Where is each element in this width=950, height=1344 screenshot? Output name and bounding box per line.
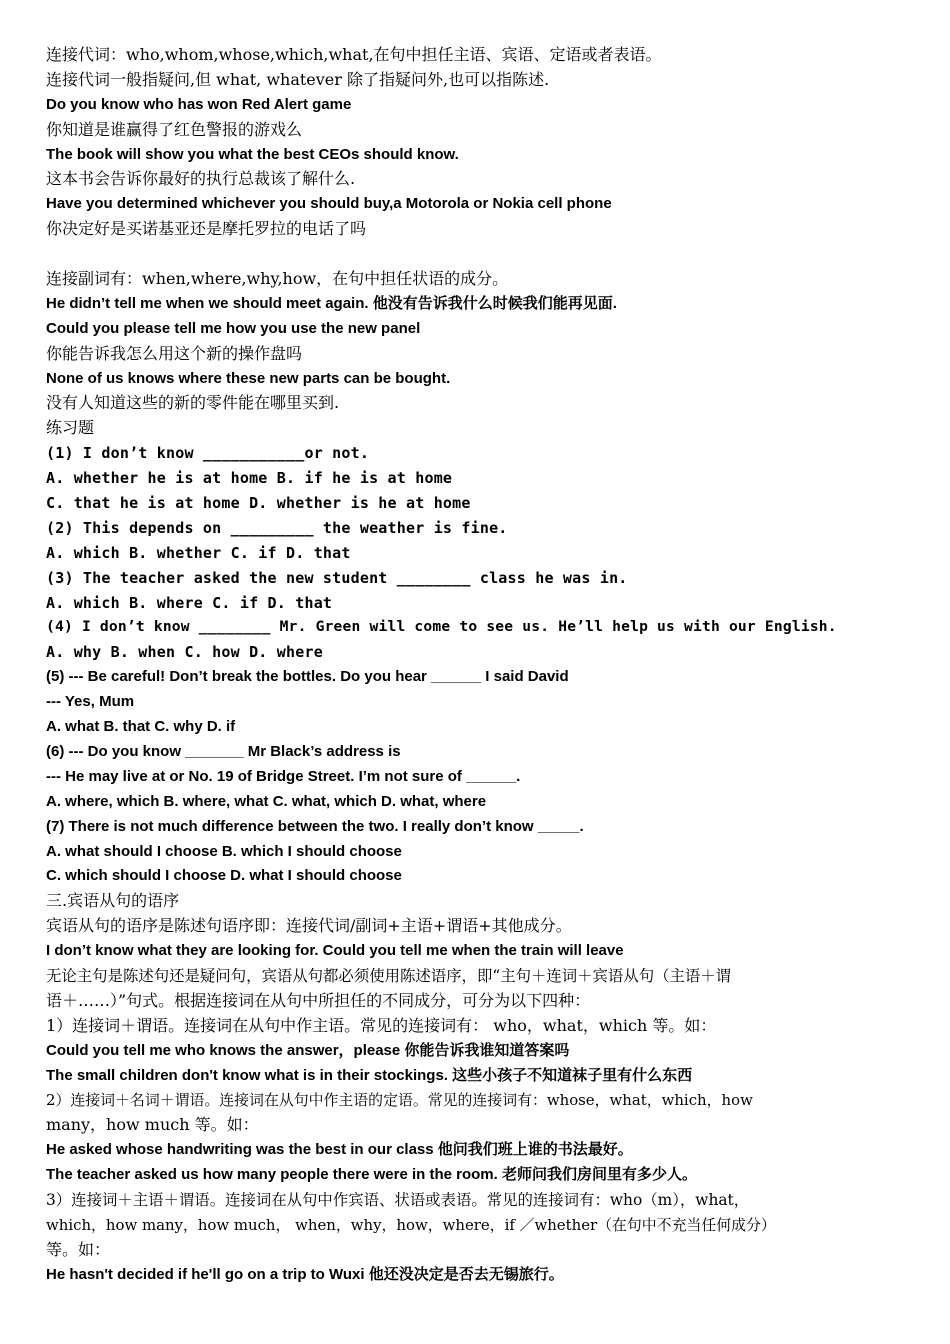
exercise-question: (4) I don’t know ________ Mr. Green will come to see us. He’ll help us with our English. — [46, 618, 837, 636]
text-line: many，how much 等。如： — [46, 1115, 259, 1135]
translation-line: 这本书会告诉你最好的执行总裁该了解什么. — [46, 169, 356, 189]
text-line: 连接代词：who,whom,whose,which,what,在句中担任主语、宾语、定语或者表语。 — [46, 45, 662, 64]
text-line: 无论主句是陈述句还是疑问句，宾语从句都必须使用陈述语序，即“主句＋连词＋宾语从句（主语＋谓 — [46, 966, 732, 985]
document-body — [46, 43, 914, 1288]
example-sentence: The small children don't know what is in their stockings. 这些小孩子不知道袜子里有什么东西 — [46, 1066, 693, 1084]
example-sentence: I don’t know what they are looking for. Could you tell me when the train will leave — [46, 942, 624, 960]
exercise-options: A. why B. when C. how D. where — [46, 643, 323, 662]
exercise-options: A. what should I choose B. which I should choose — [46, 842, 402, 860]
example-sentence: He didn’t tell me when we should meet again. 他没有告诉我什么时候我们能再见面. — [46, 294, 617, 312]
example-sentence: Do you know who has won Red Alert game — [46, 95, 352, 113]
blank-line — [46, 242, 914, 267]
exercise-question: (6) --- Do you know _______ Mr Black’s address is — [46, 742, 401, 760]
example-sentence: He hasn't decided if he'll go on a trip to Wuxi 他还没决定是否去无锡旅行。 — [46, 1265, 564, 1283]
translation-line: 你能告诉我怎么用这个新的操作盘吗 — [46, 343, 303, 363]
exercise-options: C. that he is at home D. whether is he at home — [46, 494, 471, 513]
exercise-heading: 练习题 — [46, 418, 95, 438]
text-line: which，how many，how much， when，why，how，where，if ／whether（在句中不充当任何成分） — [46, 1215, 776, 1234]
text-line: 连接代词一般指疑问,但 what, whatever 除了指疑问外,也可以指陈述. — [46, 69, 550, 89]
exercise-options: A. which B. whether C. if D. that — [46, 543, 351, 562]
text-line: 3）连接词＋主语＋谓语。连接词在从句中作宾语、状语或表语。常见的连接词有：who（m），what， — [46, 1190, 750, 1209]
exercise-dialogue: --- He may live at or No. 19 of Bridge Street. I’m not sure of ______. — [46, 767, 521, 785]
exercise-dialogue: --- Yes, Mum — [46, 693, 135, 711]
text-line: 语＋……）”句式。根据连接词在从句中所担任的不同成分，可分为以下四种： — [46, 990, 591, 1010]
text-line: 等。如： — [46, 1239, 111, 1259]
translation-line: 你决定好是买诺基亚还是摩托罗拉的电话了吗 — [46, 219, 367, 239]
exercise-question: (1) I don’t know ___________or not. — [46, 444, 370, 463]
exercise-options: A. whether he is at home B. if he is at home — [46, 469, 453, 488]
example-sentence: Could you tell me who knows the answer，please 你能告诉我谁知道答案吗 — [46, 1041, 570, 1059]
example-sentence: The teacher asked us how many people there were in the room. 老师问我们房间里有多少人。 — [46, 1166, 697, 1184]
text-line: 2）连接词＋名词＋谓语。连接词在从句中作主语的定语。常见的连接词有：whose，what，which，how — [46, 1091, 753, 1110]
exercise-question: (7) There is not much difference between the two. I really don’t know _____. — [46, 817, 584, 835]
example-sentence: None of us knows where these new parts can be bought. — [46, 369, 451, 387]
example-sentence: Have you determined whichever you should buy,a Motorola or Nokia cell phone — [46, 195, 612, 213]
exercise-options: A. which B. where C. if D. that — [46, 593, 333, 612]
exercise-question: (5) --- Be careful! Don’t break the bottles. Do you hear ______ I said David — [46, 668, 569, 686]
text-line: 1）连接词＋谓语。连接词在从句中作主语。常见的连接词有： who，what，which 等。如： — [46, 1015, 717, 1035]
example-sentence: Could you please tell me how you use the new panel — [46, 319, 421, 337]
exercise-options: A. where, which B. where, what C. what, which D. what, where — [46, 792, 487, 810]
exercise-question: (2) This depends on _________ the weather is fine. — [46, 518, 508, 537]
section-heading: 三.宾语从句的语序 — [46, 891, 180, 911]
exercise-options: C. which should I choose D. what I should choose — [46, 867, 402, 885]
text-line: 宾语从句的语序是陈述句语序即：连接代词/副词+主语+谓语+其他成分。 — [46, 916, 572, 936]
exercise-question: (3) The teacher asked the new student ________ class he was in. — [46, 568, 628, 587]
translation-line: 没有人知道这些的新的零件能在哪里买到. — [46, 393, 340, 413]
exercise-options: A. what B. that C. why D. if — [46, 718, 236, 736]
translation-line: 你知道是谁赢得了红色警报的游戏么 — [46, 119, 303, 139]
example-sentence: He asked whose handwriting was the best in our class 他问我们班上谁的书法最好。 — [46, 1141, 633, 1159]
text-line: 连接副词有：when,where,why,how，在句中担任状语的成分。 — [46, 269, 509, 289]
example-sentence: The book will show you what the best CEOs should know. — [46, 145, 459, 163]
